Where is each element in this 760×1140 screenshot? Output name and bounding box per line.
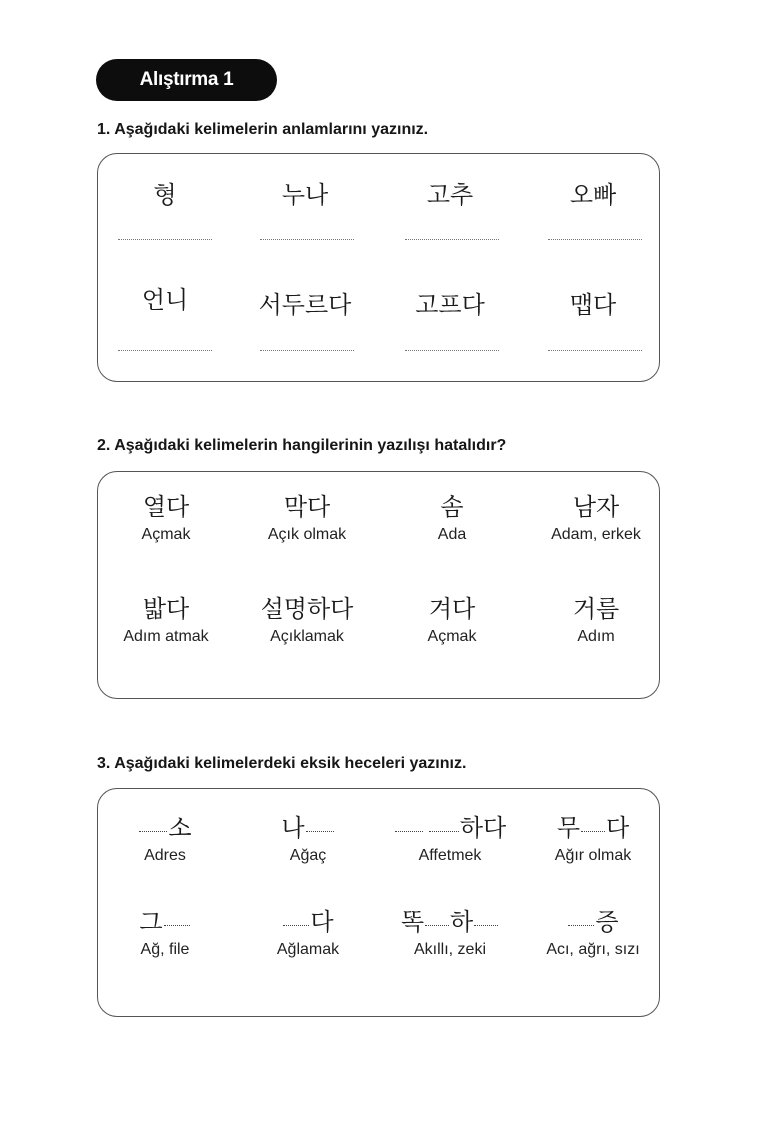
q2-korean: 거름 <box>572 595 620 623</box>
q3-meaning: Akıllı, zeki <box>413 941 486 958</box>
q3-item <box>380 813 520 867</box>
q3-syllable: 나 <box>281 814 305 842</box>
q3-syllable: 다 <box>310 908 334 936</box>
q3-syllable: 소 <box>168 814 192 842</box>
q3-syllable: 증 <box>595 908 619 936</box>
answer-blank[interactable] <box>260 239 354 240</box>
q3-item <box>523 813 663 867</box>
missing-syllable-blank[interactable] <box>568 924 594 926</box>
answer-blank[interactable] <box>548 350 642 351</box>
q2-item[interactable] <box>382 594 522 648</box>
q1-word: 언니 <box>141 286 189 314</box>
q2-meaning: Açmak <box>427 628 477 645</box>
q3-meaning: Ağlamak <box>276 941 340 958</box>
q1-word: 서두르다 <box>258 291 352 319</box>
q2-item[interactable] <box>526 492 666 546</box>
missing-syllable-blank[interactable] <box>164 924 190 926</box>
q2-item[interactable] <box>96 594 236 648</box>
q3-item <box>238 907 378 961</box>
q1-word: 맵다 <box>569 291 617 319</box>
q2-item[interactable] <box>237 594 377 648</box>
q3-syllable: 하 <box>450 908 474 936</box>
q2-item[interactable] <box>382 492 522 546</box>
q2-korean: 겨다 <box>428 595 476 623</box>
q3-item <box>238 813 378 867</box>
q2-korean: 열다 <box>142 493 190 521</box>
q3-syllable: 하다 <box>459 814 507 842</box>
missing-syllable-blank[interactable] <box>581 830 605 832</box>
question-3-title: 3. Aşağıdaki kelimelerdeki eksik heceleri yazınız. <box>97 755 467 772</box>
q2-item[interactable] <box>526 594 666 648</box>
answer-blank[interactable] <box>405 239 499 240</box>
question-1-title: 1. Aşağıdaki kelimelerin anlamlarını yazınız. <box>97 121 429 138</box>
q3-syllable: 다 <box>606 814 630 842</box>
answer-blank[interactable] <box>118 350 212 351</box>
q3-meaning: Adres <box>144 847 186 864</box>
missing-syllable-blank[interactable] <box>139 830 167 832</box>
q1-word: 고프다 <box>415 291 485 319</box>
q3-item <box>523 907 663 961</box>
q3-syllable: 똑 <box>400 908 424 936</box>
q3-syllable: 무 <box>556 814 580 842</box>
q3-meaning: Acı, ağrı, sızı <box>546 941 640 958</box>
answer-blank[interactable] <box>118 239 212 240</box>
answer-blank[interactable] <box>548 239 642 240</box>
q3-syllable: 그 <box>139 908 163 936</box>
exercise-badge: Alıştırma 1 <box>96 59 277 101</box>
q2-meaning: Adım atmak <box>123 628 209 645</box>
question-3-box <box>97 788 660 1017</box>
missing-syllable-blank[interactable] <box>429 830 459 832</box>
question-1-box <box>97 153 660 382</box>
missing-syllable-blank[interactable] <box>283 924 309 926</box>
missing-syllable-blank[interactable] <box>474 924 498 926</box>
q2-meaning: Adım <box>577 628 615 645</box>
q2-item[interactable] <box>237 492 377 546</box>
q2-korean: 밟다 <box>142 595 190 623</box>
q2-meaning: Açmak <box>141 526 191 543</box>
q2-item[interactable] <box>96 492 236 546</box>
q2-meaning: Açık olmak <box>267 526 347 543</box>
q2-korean: 설명하다 <box>260 595 354 623</box>
q2-meaning: Açıklamak <box>270 628 344 645</box>
q1-word: 고추 <box>426 181 474 209</box>
missing-syllable-blank[interactable] <box>306 830 334 832</box>
q2-meaning: Adam, erkek <box>551 526 641 543</box>
q3-item <box>95 907 235 961</box>
q1-word: 오빠 <box>569 181 617 209</box>
missing-syllable-blank[interactable] <box>425 924 449 926</box>
q3-meaning: Ağ, file <box>140 941 190 958</box>
question-2-title: 2. Aşağıdaki kelimelerin hangilerinin yazılışı hatalıdır? <box>97 437 507 454</box>
q3-meaning: Ağır olmak <box>554 847 632 864</box>
q3-item <box>380 907 520 961</box>
answer-blank[interactable] <box>260 350 354 351</box>
q1-word: 누나 <box>281 181 329 209</box>
q2-meaning: Ada <box>437 526 467 543</box>
q1-word: 형 <box>153 181 177 209</box>
answer-blank[interactable] <box>405 350 499 351</box>
q3-meaning: Affetmek <box>418 847 482 864</box>
q3-meaning: Ağaç <box>289 847 327 864</box>
q2-korean: 막다 <box>283 493 331 521</box>
q2-korean: 남자 <box>572 493 620 521</box>
q2-korean: 솜 <box>440 493 464 521</box>
missing-syllable-blank[interactable] <box>395 830 423 832</box>
question-2-box <box>97 471 660 699</box>
q3-item <box>95 813 235 867</box>
